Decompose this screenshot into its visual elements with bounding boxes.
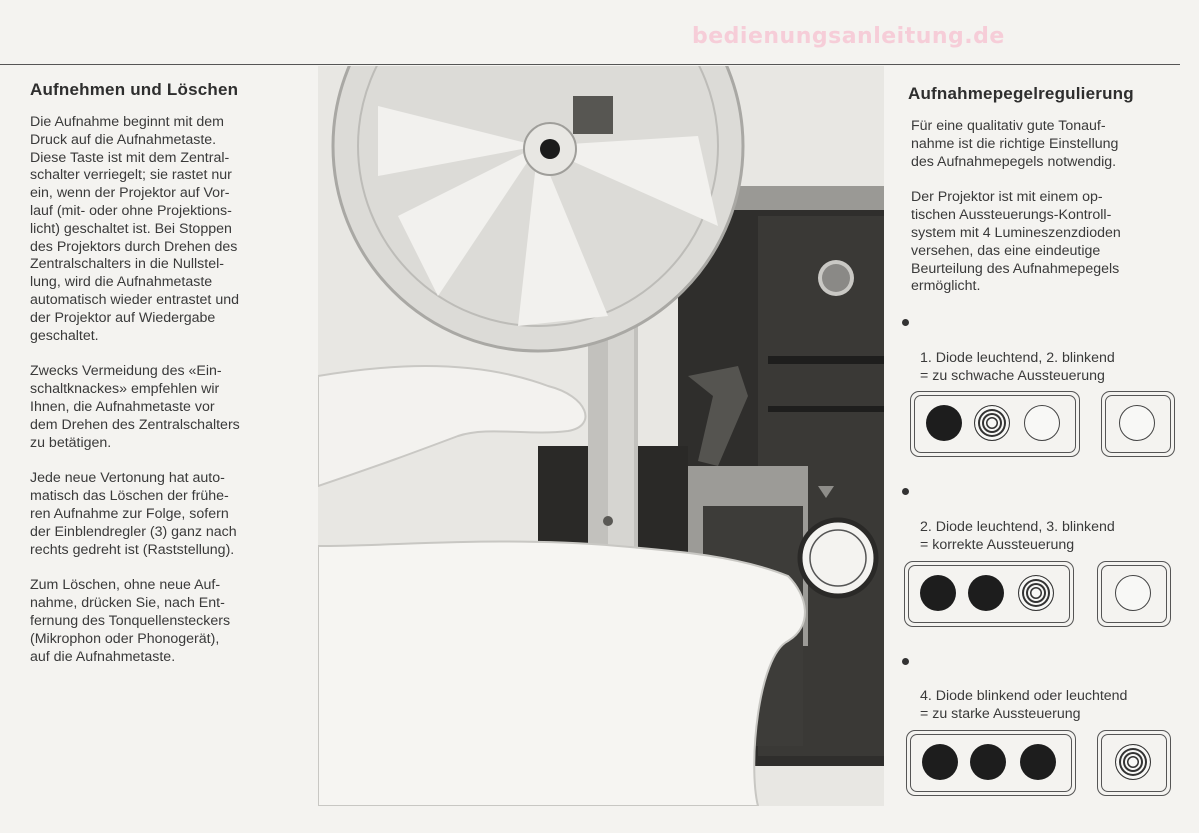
projector-photo [318,66,884,806]
right-paragraph-1: Für eine qualitativ gute Tonauf- nahme ist die richtige Einstellung des Aufnahmepegels notwendig. [911,118,1119,170]
led-panel-three [904,561,1074,627]
led-1 [920,575,956,611]
led-4 [1115,575,1151,611]
bullet-icon [902,319,909,326]
led-case-3 [908,653,1188,808]
led-1 [922,744,958,780]
led-4 [1115,744,1151,780]
left-paragraph-2: Zwecks Vermeidung des «Ein- schaltknackes» empfehlen wir Ihnen, die Aufnahmetaste vor dem Drehen des Zentralschalters zu betätigen. [30,363,240,451]
right-paragraph-2: Der Projektor ist mit einem op- tischen Aussteuerungs-Kontroll- system mit 4 Lumineszenzdioden versehen, das eine eindeutige Beurteilung des Aufnahmepegels ermöglicht. [911,189,1121,295]
led-case-2 [908,483,1188,638]
left-paragraph-1: Die Aufnahme beginnt mit dem Druck auf die Aufnahmetaste. Diese Taste ist mit dem Zentral- schalter verriegelt; sie rastet nur ein, wenn der Projektor auf Vor- lauf (mit- oder ohne Projektions- licht) geschaltet ist. Bei Stoppen des Projektors durch Drehen des Zentralschalters in die Nullstel- lung, wird die Aufnahmetaste automatisch wieder entrastet und der Projektor auf Wiedergabe geschaltet. [30,114,239,344]
led-case-2-panels [908,561,1188,639]
led-case-2-text: 2. Diode leuchtend, 3. blinkend = korrekte Aussteuerung [920,518,1115,553]
led-panel-three [910,391,1080,457]
left-section-title: Aufnehmen und Löschen [30,80,239,99]
led-panel-single [1097,730,1171,796]
header-rule [0,64,1180,65]
left-paragraph-3: Jede neue Vertonung hat auto- matisch das Löschen der frühe- ren Aufnahme zur Folge, sofern der Einblendregler (3) ganz nach rechts gedreht ist (Raststellung). [30,470,237,558]
bullet-icon [902,488,909,495]
led-3 [1018,575,1054,611]
projector-illustration [318,66,884,806]
led-panel-three [906,730,1076,796]
right-section-title: Aufnahmepegelregulierung [908,84,1134,103]
right-column [908,84,1188,822]
led-case-1-text: 1. Diode leuchtend, 2. blinkend = zu schwache Aussteuerung [920,349,1115,384]
led-case-1 [908,314,1188,469]
led-case-3-text: 4. Diode blinkend oder leuchtend = zu starke Aussteuerung [920,688,1128,722]
led-3 [1020,744,1056,780]
led-2 [970,744,1006,780]
led-2 [968,575,1004,611]
bullet-icon [902,658,909,665]
watermark: bedienungsanleitung.de [692,24,1005,49]
left-column [30,80,300,684]
led-panel-single [1101,391,1175,457]
left-paragraph-4: Zum Löschen, ohne neue Auf- nahme, drücken Sie, nach Ent- fernung des Tonquellensteckers (Mikrophon oder Phonogerät), auf die Aufnahmetaste. [30,577,231,665]
led-panel-single [1097,561,1171,627]
led-case-3-panels [908,730,1188,808]
led-case-1-panels [908,391,1188,469]
